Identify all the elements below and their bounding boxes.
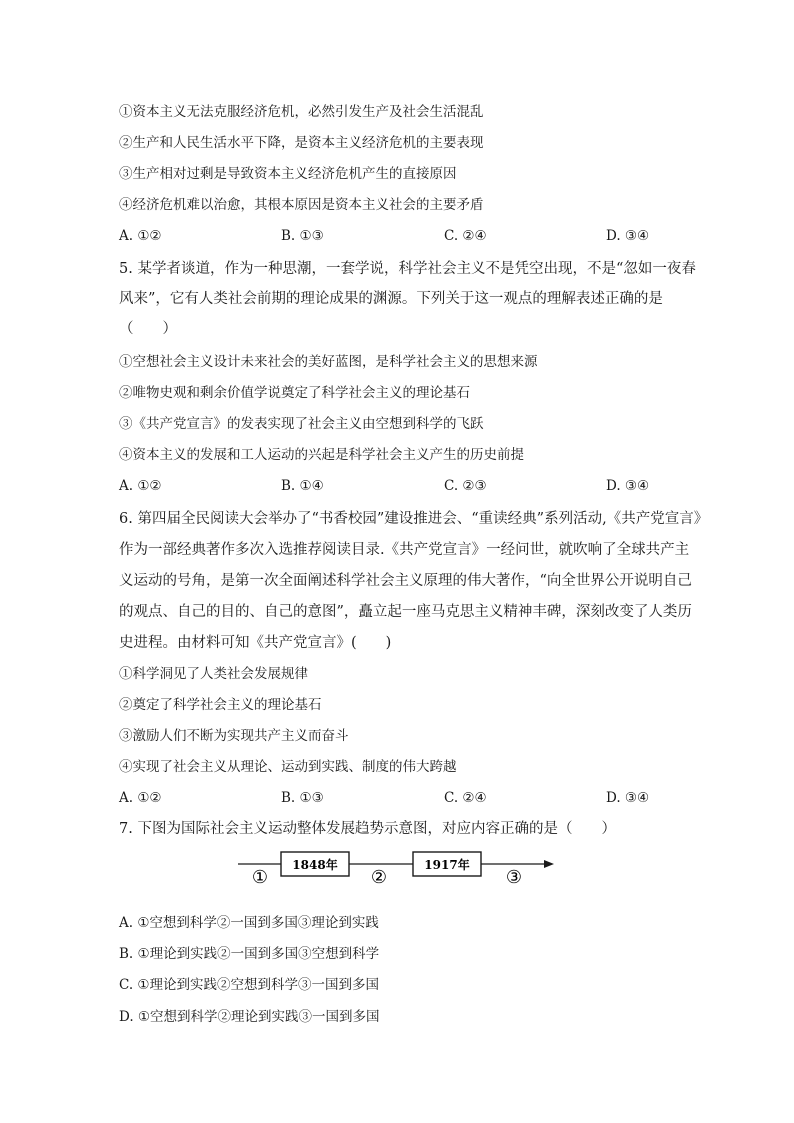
q4-options [119,228,659,246]
q6-option-d[interactable]: D. ③④ [606,790,650,806]
q6-item-2: ②奠定了科学社会主义的理论基石 [119,697,322,713]
q4-option-b[interactable]: B. ①③ [281,228,324,244]
q7-stem: 7. 下图为国际社会主义运动整体发展趋势示意图，对应内容正确的是（ ） [119,821,616,837]
q5-item-3: ③《共产党宣言》的发表实现了社会主义由空想到科学的飞跃 [119,416,484,432]
q6-stem-line-2: 作为一部经典著作多次入选推荐阅读目录.《共产党宣言》一经问世，就吹响了全球共产主 [119,542,690,558]
marker-3: ③ [505,867,523,888]
q4-option-d[interactable]: D. ③④ [606,228,650,244]
q4-item-4: ④经济危机难以治愈，其根本原因是资本主义社会的主要矛盾 [119,197,484,213]
q6-item-4: ④实现了社会主义从理论、运动到实践、制度的伟大跨越 [119,759,457,775]
q6-item-3: ③激励人们不断为实现共产主义而奋斗 [119,728,349,744]
marker-1: ① [251,867,269,888]
marker-2: ② [370,867,388,888]
box-1848-label: 1848年 [292,858,338,872]
q6-stem-line-1: 6. 第四届全民阅读大会举办了“书香校园”建设推进会、“重读经典”系列活动,《共产党宣言》 [119,511,709,527]
q4-item-3: ③生产相对过剩是导致资本主义经济危机产生的直接原因 [119,166,457,182]
q6-option-c[interactable]: C. ②④ [444,790,487,806]
timeline-diagram [236,848,556,888]
q4-item-2: ②生产和人民生活水平下降，是资本主义经济危机的主要表现 [119,135,484,151]
q4-option-c[interactable]: C. ②④ [444,228,487,244]
q5-item-2: ②唯物史观和剩余价值学说奠定了科学社会主义的理论基石 [119,385,470,401]
q6-option-a[interactable]: A. ①② [119,790,162,806]
q5-option-a[interactable]: A. ①② [119,478,162,494]
q6-stem-line-3: 义运动的号角，是第一次全面阐述科学社会主义原理的伟大著作，“向全世界公开说明自己 [119,573,692,589]
q7-option-c[interactable]: C. ①理论到实践②空想到科学③一国到多国 [119,977,380,993]
box-1917-label: 1917年 [424,858,470,872]
q5-stem-line-1: 5. 某学者谈道，作为一种思潮，一套学说，科学社会主义不是凭空出现，不是“忽如一夜春 [119,261,696,277]
q5-option-b[interactable]: B. ①④ [281,478,324,494]
q6-option-b[interactable]: B. ①③ [281,790,324,806]
q5-item-4: ④资本主义的发展和工人运动的兴起是科学社会主义产生的历史前提 [119,447,524,463]
q7-option-a[interactable]: A. ①空想到科学②一国到多国③理论到实践 [119,915,379,931]
q5-option-d[interactable]: D. ③④ [606,478,650,494]
q6-stem-line-4: 的观点、自己的目的、自己的意图”，矗立起一座马克思主义精神丰碑，深刻改变了人类历 [119,604,692,620]
q4-option-a[interactable]: A. ①② [119,228,162,244]
q7-option-b[interactable]: B. ①理论到实践②一国到多国③空想到科学 [119,946,380,962]
q5-option-c[interactable]: C. ②③ [444,478,487,494]
q7-option-d[interactable]: D. ①空想到科学②理论到实践③一国到多国 [119,1009,380,1025]
q5-stem-line-3: （ ） [119,321,177,337]
q5-item-1: ①空想社会主义设计未来社会的美好蓝图，是科学社会主义的思想来源 [119,354,538,370]
q6-options [119,790,659,808]
q5-options [119,478,659,496]
q6-item-1: ①科学洞见了人类社会发展规律 [119,666,308,682]
q5-stem-line-2: 风来”，它有人类社会前期的理论成果的渊源。下列关于这一观点的理解表述正确的是 [119,291,663,307]
timeline-svg [236,848,556,888]
arrow-head-icon [544,860,554,868]
q4-item-1: ①资本主义无法克服经济危机，必然引发生产及社会生活混乱 [119,104,484,120]
q6-stem-line-5: 史进程。由材料可知《共产党宣言》( ) [119,635,392,651]
